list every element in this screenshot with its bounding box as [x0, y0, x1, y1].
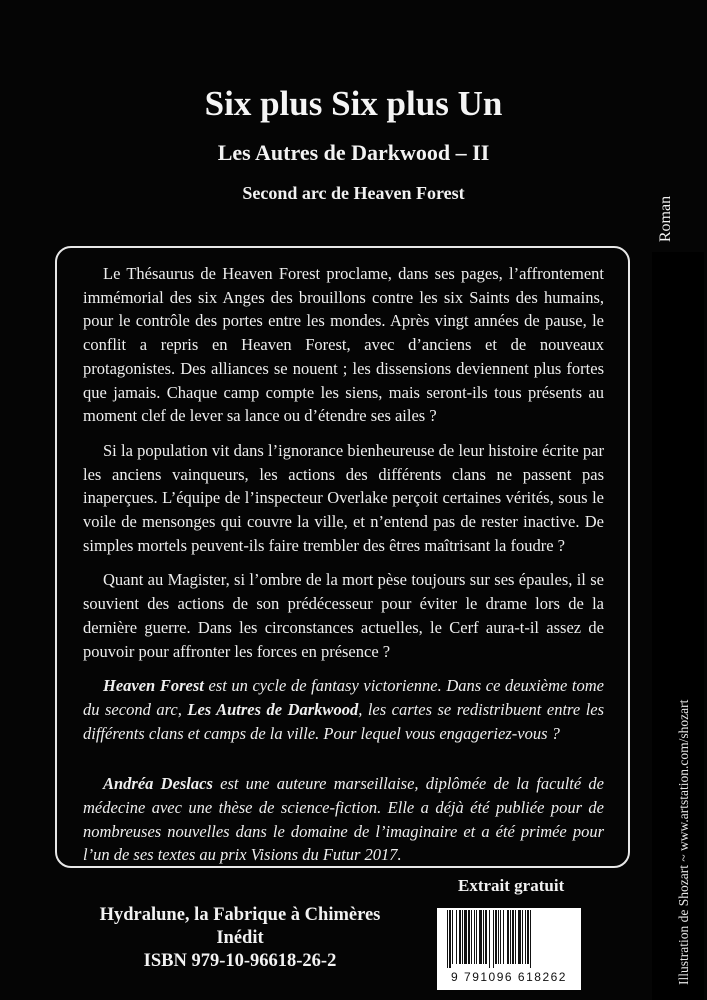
- blurb-paragraph-1: Le Thésaurus de Heaven Forest proclame, dans ses pages, l’affrontement immémorial des six Anges des brouillons contre les six Saints des humains, pour le contrôle des portes entre les mondes. Après vingt années de pause, le conflit a repris en Heaven Forest, avec d’anciens et de nouveaux protagonistes. Des alliances se nouent ; les dissensions deviennent plus fortes que jamais. Chaque camp compte les siens, mais seront-ils tous présents au moment clef de lever sa lance ou d’étendre ses ailes ?: [83, 264, 604, 426]
- genre-text: Roman: [657, 195, 675, 243]
- book-title: Six plus Six plus Un: [204, 84, 503, 123]
- author-bio: [83, 772, 604, 867]
- book-subtitle: Les Autres de Darkwood – II: [217, 140, 490, 165]
- author-bio-text: est une auteure marseillaise, diplômée de la faculté de médecine avec une thèse de science-fiction. Elle a déjà été publiée pour de nombreuses nouvelles dans le domaine de l’imaginaire et a été primée pour l’un de ses textes au prix Visions du Futur 2017.: [83, 774, 604, 865]
- author-name: Andréa Deslacs: [103, 774, 213, 794]
- publication-status: Inédit: [216, 928, 264, 948]
- free-extract-label: Extrait gratuit: [458, 876, 565, 895]
- publisher-info: [0, 904, 480, 973]
- series-description: [83, 674, 604, 745]
- blurb-paragraph-2: Si la population vit dans l’ignorance bienheureuse de leur histoire écrite par les anciens vainqueurs, les actions des différents clans ne passent pas inaperçues. L’équipe de l’inspecteur Overlake perçoit certaines vérités, sous le voile de mensonges qui couvre la ville, et n’entend pas de rester inactive. De simples mortels peuvent-ils faire trembler des êtres maîtrisant la foudre ?: [83, 440, 604, 555]
- barcode-number: 9 791096 618262: [451, 970, 567, 984]
- publisher-name: Hydralune, la Fabrique à Chimères: [99, 905, 381, 925]
- isbn-text: ISBN 979-10-96618-26-2: [143, 951, 337, 971]
- blurb-paragraph-3: Quant au Magister, si l’ombre de la mort pèse toujours sur ses épaules, il se souvient des actions de son prédécesseur pour éviter le drame lors de la dernière guerre. Dans les circonstances actuelles, le Cerf aura-t-il assez de pouvoir pour affronter les forces en présence ?: [83, 570, 604, 661]
- blurb-box: [55, 246, 630, 868]
- series-text-2: , les cartes se redistribuent entre les différents clans et camps de la ville. Pour lequel vous engageriez-vous ?: [83, 699, 605, 743]
- series-text-1: est un cycle de fantasy victorienne. Dans ce deuxième tome du second arc,: [83, 676, 604, 719]
- illustration-credit: Illustration de Shozart ~ www.artstation.com/shozart: [676, 699, 691, 985]
- series-name: Heaven Forest: [103, 676, 204, 696]
- book-name: Les Autres de Darkwood: [187, 699, 359, 719]
- genre-label: [648, 190, 707, 250]
- series-arc: Second arc de Heaven Forest: [242, 183, 465, 203]
